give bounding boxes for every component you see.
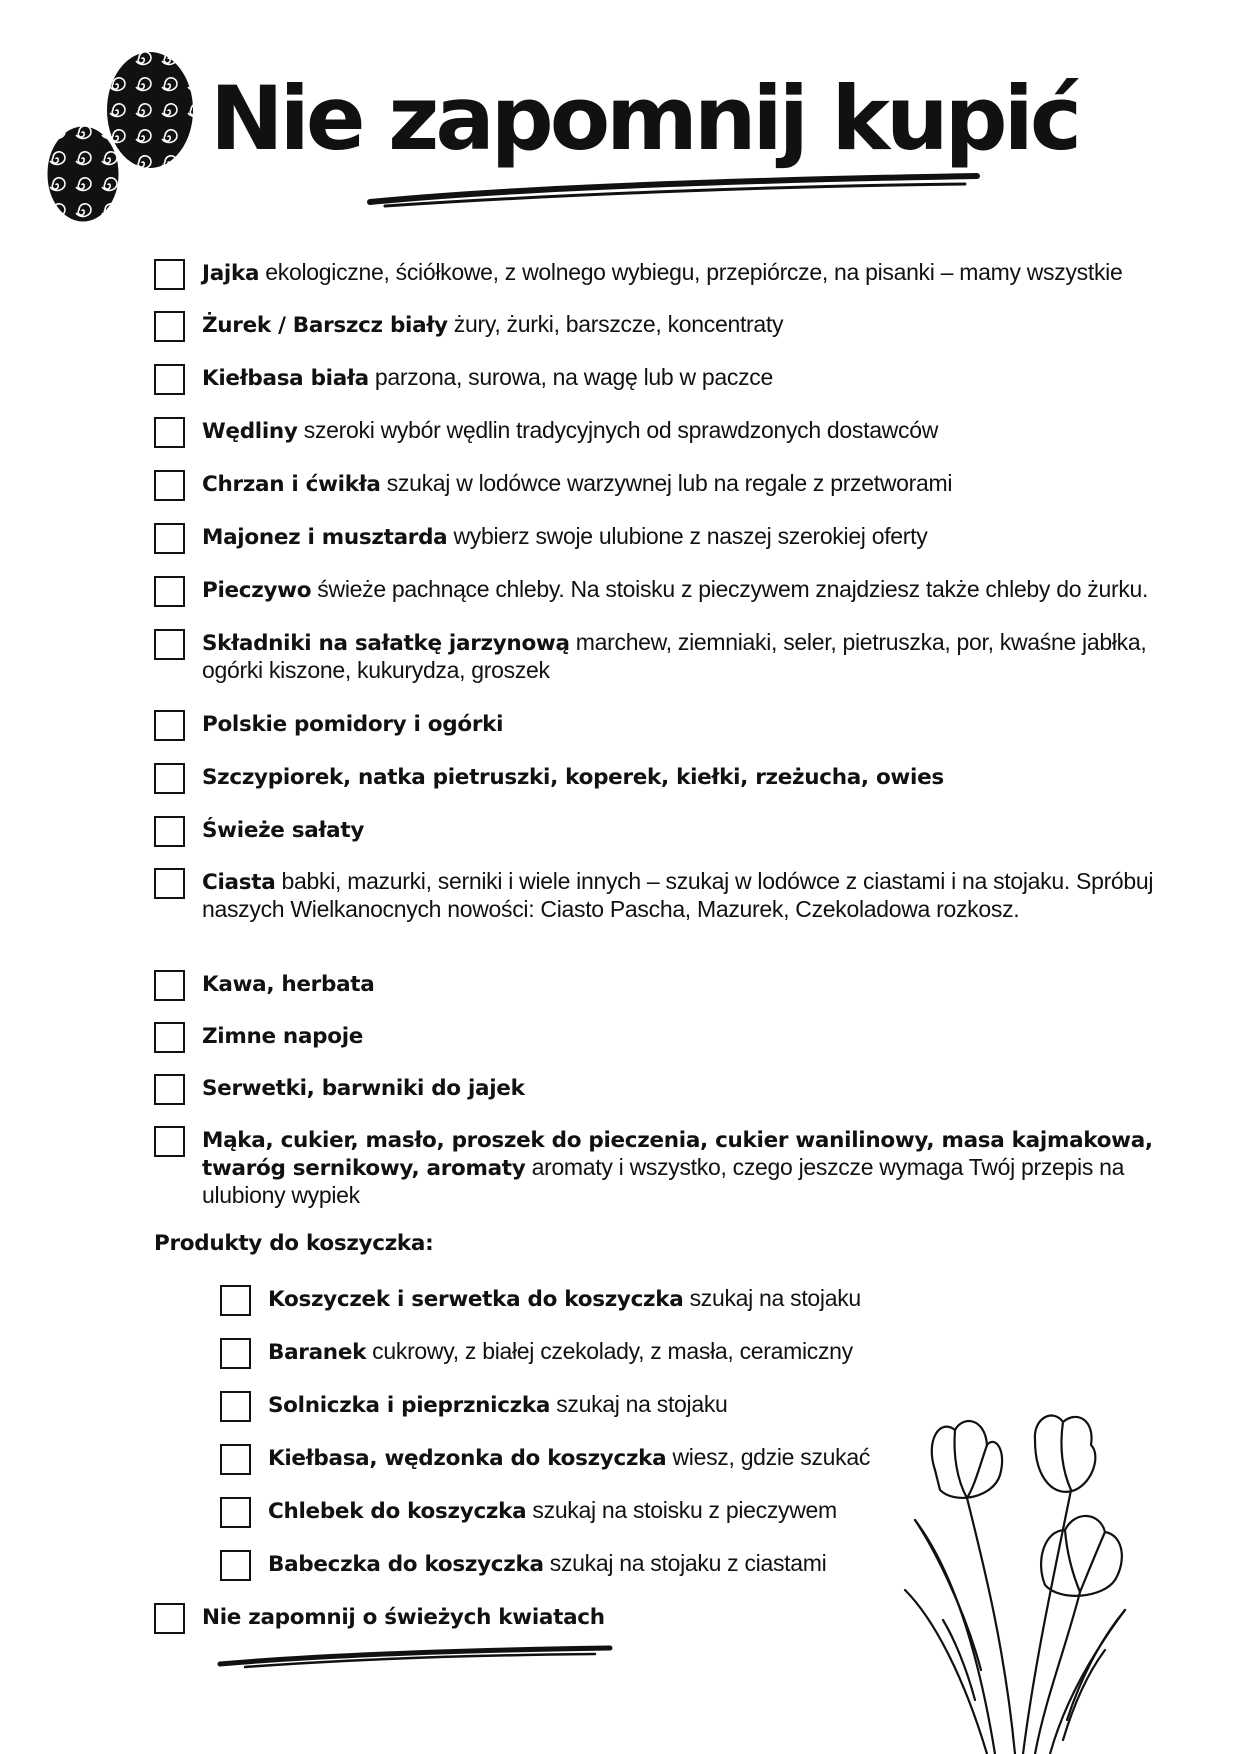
item-name: Szczypiorek, natka pietruszki, koperek, kiełki, rzeżucha, owies — [202, 765, 944, 790]
basket-item — [220, 1550, 920, 1581]
checkbox[interactable] — [154, 868, 185, 899]
checkbox[interactable] — [220, 1550, 251, 1581]
item-description: żury, żurki, barszcze, koncentraty — [447, 311, 784, 337]
item-name: Jajka — [202, 261, 260, 286]
item-name: Zimne napoje — [202, 1024, 364, 1049]
item-name: Pieczywo — [202, 578, 312, 603]
item-name: Serwetki, barwniki do jajek — [202, 1076, 525, 1101]
checklist-item — [154, 868, 1164, 923]
item-description: wiesz, gdzie szukać — [666, 1444, 871, 1470]
title-underline — [365, 170, 985, 210]
item-description: parzona, surowa, na wagę lub w paczce — [368, 364, 773, 390]
checklist-item — [154, 970, 1164, 1001]
checkbox[interactable] — [154, 1074, 185, 1105]
bottom-underline — [215, 1640, 615, 1670]
checkbox[interactable] — [220, 1391, 251, 1422]
item-description: szukaj na stoisku z pieczywem — [526, 1497, 837, 1523]
checkbox[interactable] — [154, 763, 185, 794]
checkbox[interactable] — [154, 1126, 185, 1157]
basket-item — [220, 1285, 920, 1316]
tulip-bouquet-icon — [895, 1410, 1145, 1754]
checklist-item — [154, 259, 1164, 290]
checkbox[interactable] — [154, 523, 185, 554]
easter-egg-icon — [44, 120, 122, 224]
item-name: Ciasta — [202, 870, 276, 895]
basket-section-heading: Produkty do koszyczka: — [154, 1231, 434, 1256]
item-description: szukaj w lodówce warzywnej lub na regale z przetworami — [380, 470, 953, 496]
item-name: Solniczka i pieprzniczka — [268, 1393, 551, 1418]
checklist-item — [154, 523, 1164, 554]
item-name: Świeże sałaty — [202, 818, 365, 843]
checkbox[interactable] — [154, 470, 185, 501]
checklist-item — [154, 417, 1164, 448]
page-title: Nie zapomnij kupić — [210, 67, 1078, 170]
checkbox[interactable] — [220, 1497, 251, 1528]
checkbox[interactable] — [220, 1338, 251, 1369]
item-name: Wędliny — [202, 419, 298, 444]
item-description: ekologiczne, ściółkowe, z wolnego wybiegu, przepiórcze, na pisanki – mamy wszystkie — [259, 259, 1123, 285]
item-name: Składniki na sałatkę jarzynową — [202, 631, 570, 656]
item-description: wybierz swoje ulubione z naszej szerokiej oferty — [447, 523, 928, 549]
item-name: Żurek / Barszcz biały — [202, 313, 448, 338]
item-name: Chrzan i ćwikła — [202, 472, 381, 497]
basket-item — [220, 1444, 920, 1475]
checkbox[interactable] — [220, 1444, 251, 1475]
checkbox[interactable] — [220, 1285, 251, 1316]
item-description: aromaty i wszystko, czego jeszcze wymaga Twój przepis na ulubiony wypiek — [202, 1154, 1125, 1208]
checklist-item — [154, 1022, 1164, 1053]
item-name: Babeczka do koszyczka — [268, 1552, 544, 1577]
checklist-item — [154, 1074, 1164, 1105]
item-name: Kawa, herbata — [202, 972, 375, 997]
checkbox[interactable] — [154, 311, 185, 342]
item-description: marchew, ziemniaki, seler, pietruszka, por, kwaśne jabłka, ogórki kiszone, kukurydza, groszek — [202, 629, 1147, 683]
item-name: Chlebek do koszyczka — [268, 1499, 527, 1524]
checklist-item — [154, 470, 1164, 501]
item-description: szukaj na stojaku — [550, 1391, 728, 1417]
checklist-item — [154, 311, 1164, 342]
basket-item — [220, 1391, 920, 1422]
item-name: Mąka, cukier, masło, proszek do pieczenia, cukier wanilinowy, masa kajmakowa, twaróg sernikowy, aromaty — [202, 1128, 1153, 1181]
final-checklist-item — [154, 1603, 854, 1634]
item-name: Baranek — [268, 1340, 367, 1365]
checklist-item — [154, 364, 1164, 395]
item-description: świeże pachnące chleby. Na stoisku z pieczywem znajdziesz także chleby do żurku. — [311, 576, 1149, 602]
checkbox[interactable] — [154, 576, 185, 607]
item-name: Koszyczek i serwetka do koszyczka — [268, 1287, 684, 1312]
item-name: Polskie pomidory i ogórki — [202, 712, 504, 737]
checkbox[interactable] — [154, 1022, 185, 1053]
checkbox[interactable] — [154, 629, 185, 660]
checklist-item — [154, 710, 1164, 741]
checklist-item — [154, 1126, 1164, 1209]
checklist-item — [154, 629, 1164, 684]
item-name: Majonez i musztarda — [202, 525, 448, 550]
checkbox[interactable] — [154, 816, 185, 847]
item-description: szukaj na stojaku — [683, 1285, 861, 1311]
item-description: szukaj na stojaku z ciastami — [543, 1550, 827, 1576]
checklist-item — [154, 576, 1164, 607]
checkbox[interactable] — [154, 364, 185, 395]
checkbox[interactable] — [154, 1603, 185, 1634]
checkbox[interactable] — [154, 970, 185, 1001]
item-description: babki, mazurki, serniki i wiele innych – szukaj w lodówce z ciastami i na stojaku. Spróbuj naszych Wielkanocnych nowości: Ciasto Pascha, Mazurek, Czekoladowa rozkosz. — [202, 868, 1154, 922]
checkbox[interactable] — [154, 417, 185, 448]
checklist-item — [154, 763, 1164, 794]
basket-item — [220, 1338, 920, 1369]
checklist-item — [154, 816, 1164, 847]
item-name: Kiełbasa, wędzonka do koszyczka — [268, 1446, 667, 1471]
item-description: szeroki wybór wędlin tradycyjnych od sprawdzonych dostawców — [297, 417, 938, 443]
checkbox[interactable] — [154, 710, 185, 741]
item-description: cukrowy, z białej czekolady, z masła, ceramiczny — [366, 1338, 853, 1364]
checkbox[interactable] — [154, 259, 185, 290]
item-name: Kiełbasa biała — [202, 366, 369, 391]
basket-item — [220, 1497, 920, 1528]
item-name: Nie zapomnij o świeżych kwiatach — [202, 1605, 605, 1630]
